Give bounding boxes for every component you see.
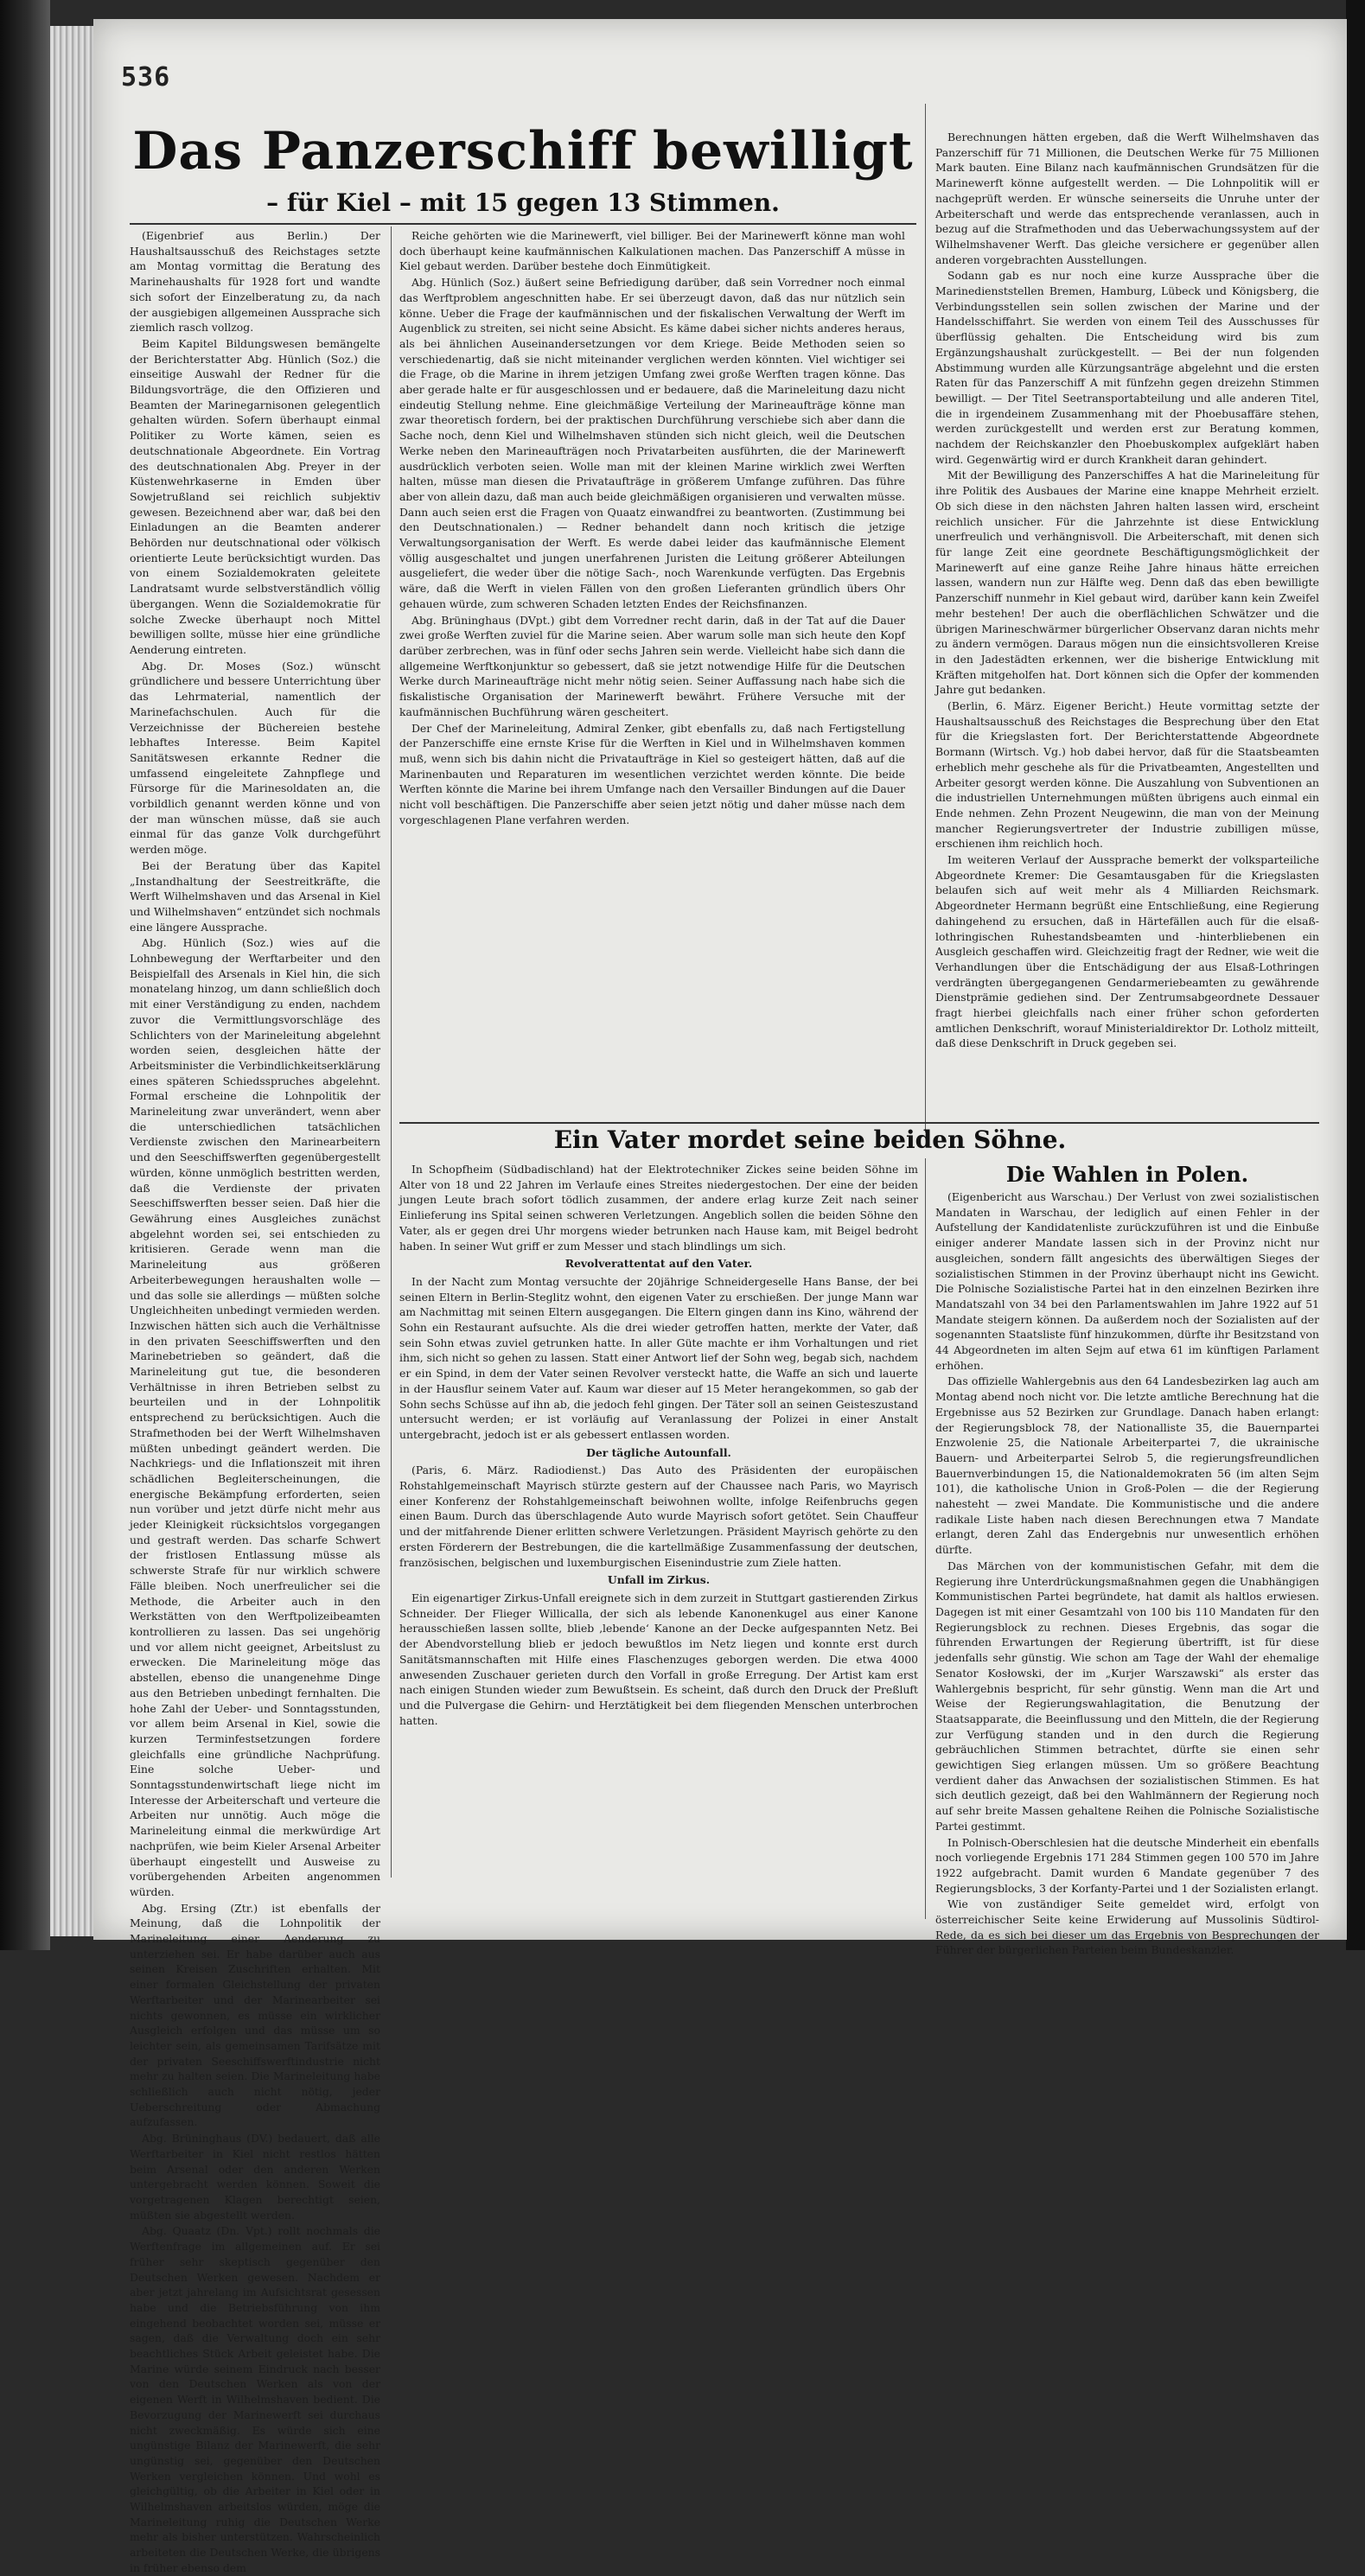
paragraph: Abg. Hünlich (Soz.) äußert seine Befriedigung darüber, daß sein Vorredner noch einmal das Werftproblem angeschnitten habe. Er sei überzeugt davon, daß das nur nützlich sein könne. Ueber die Frage der kaufmännischen und der fiskalischen Verwaltung der Werft im Augenblick zu streiten, sei nicht seine Absicht. Es käme dabei sicher nichts anderes heraus, als bei ähnlichen Auseinandersetzungen vor dem Kriege. Beide Methoden seien so verschiedenartig, daß sie nicht miteinander verglichen werden könnten. Viel wichtiger sei die Frage, ob die Marine in ihrem jetzigen Umfang zwei große Werften tragen könne. Das aber gerade halte er für ausgeschlossen und er bedauere, daß die Marineleitung dazu nicht eindeutig Stellung nehme. Eine gleichmäßige Verteilung der Marineaufträge könne man zwar theoretisch fordern, bei der praktischen Durchführung verschiebe sich aber dann die Sache noch, denn Kiel und Wilhelmshaven stünden sich nicht gleich, weil die Deutschen Werke neben den Marineaufträgen noch Privatarbeiten ausführten, die der Marinewerft ausdrücklich verboten seien. Wolle man mit der kleinen Marine wirklich zwei Werften halten, müsse man diesen die Privataufträge in größerem Umfange zuführen. Das führe aber von allein dazu, daß man auch beide gleichmäßigen organisieren und verwalten müsse. Dann auch seien erst die Fragen von Quaatz einwandfrei zu beantworten. (Zustimmung bei den Deutschnationalen.) — Redner behandelt dann noch kritisch die jetzige Verwaltungsorganisation der Werft. Es werde dabei leider das kaufmännische Element völlig ausgeschaltet und jungen unerfahrenen Juristen die Leitung größerer Abteilungen ausgeliefert, die weder über die nötige Sach-, noch Warenkunde verfügten. Das Ergebnis wäre, daß die Werft in vielen Fällen von den großen Lieferanten gründlich übers Ohr gehauen würde, zum schweren Schaden letzten Endes der Reichsfinanzen. — [399, 276, 905, 610]
poland-article-headline: Die Wahlen in Polen. — [1005, 1162, 1249, 1187]
poland-article-body — [935, 1189, 1319, 1957]
paragraph: Das offizielle Wahlergebnis aus den 64 Landesbezirken lag auch am Montag abend noch nicht vor. Die letzte amtliche Berechnung hat die Ergebnisse aus 52 Bezirken zur Grundlage. Danach haben erlangt: der Regierungsblock 78, der Nationalliste 35, die Bauernpartei Enzwolenie 25, die Nationale Arbeiterpartei 7, die ukrainische Bauern- und Arbeiterpartei Selrob 5, die regierungsfreundlichen Bauernverbindungen 15, die Nationaldemokraten 56 (im alten Sejm 101), die katholische Union in Groß-Polen — die der Regierung nahesteht — zwei Mandate. Die Kommunistische und die andere radikale Liste haben nach diesen Berechnungen etwa 7 Mandate erlangt, deren Zahl das Endergebnis nur unwesentlich erhöhen dürfte. — [935, 1374, 1319, 1557]
paragraph: Abg. Hünlich (Soz.) wies auf die Lohnbewegung der Werftarbeiter und den Beispielfall des Arsenals in Kiel hin, die sich monatelang hinzog, um dann schließlich doch mit einer Verständigung zu enden, nachdem zuvor die Vermittlungsvorschläge des Schlichters von der Marineleitung abgelehnt worden seien, desgleichen hätte der Arbeitsminister die Verbindlichkeitserklärung eines späteren Schiedsspruches abgelehnt. Formal erscheine die Lohnpolitik der Marineleitung zwar unverändert, wenn aber die unterschiedlichen tatsächlichen Verdienste zwischen den Marinearbeitern und den Seeschiffswerften gegenübergestellt würden, könne unmöglich bestritten werden, daß die Verdienste der privaten Seeschiffswerften besser seien. Daß hier die Gewährung eines Ausgleiches zunächst abgelehnt worden sei, sei entschieden zu kritisieren. Gerade wenn man die Marineleitung aus größeren Arbeiterbewegungen heraushalten wolle — und das solle sie allerdings — müßten solche Ungleichheiten unbedingt vermieden werden. Inzwischen hätten sich auch die Verhältnisse in den privaten Seeschiffswerften und den Marinebetrieben so geändert, daß die Marineleitung gut tue, die besonderen Verhältnisse in ihren Betrieben selbst zu beurteilen und in der Lohnpolitik entsprechend zu berücksichtigen. Auch die Strafmethoden bei der Werft Wilhelmshaven müßten unbedingt geändert werden. Die Nachkriegs- und die Inflationszeit mit ihren schädlichen Begleiterscheinungen, die energische Bekämpfung erforderten, seien nun vorüber und jetzt dürfe nicht mehr aus jeder Kleinigkeit rücksichtslos vorgegangen und gestraft werden. Das scharfe Schwert der fristlosen Entlassung müsse als schwerste Strafe für nur wirklich schwere Fälle bleiben. Noch unerfreulicher sei die Methode, die Arbeiter auch in den Werkstätten von den Werftpolizeibeamten kontrollieren zu lassen. Das sei ungehörig und vor allem nicht geeignet, Arbeitslust zu erwecken. Die Marineleitung möge das abstellen, ebenso die unangenehme Dinge aus den Betrieben unbedingt fernhalten. Die hohe Zahl der Ueber- und Sonntagsstunden, vor allem beim Arsenal in Kiel, sowie die kurzen Terminfestsetzungen fordere gleichfalls eine gründliche Nachprüfung. Eine solche Ueber- und Sonntagsstundenwirtschaft liege nicht im Interesse der Arbeiterschaft und verteure die Arbeiten nur unnötig. Auch möge die Marineleitung einmal die merkwürdige Art nachprüfen, wie beim Kieler Arsenal Arbeiter überhaupt eingestellt und Ausweise zu vorübergehenden Arbeiten angenommen würden. — [130, 936, 380, 1898]
paragraph: (Berlin, 6. März. Eigener Bericht.) Heute vormittag setzte der Haushaltsausschuß des Reichstages die Besprechung über den Etat für die Kriegslasten fort. Der Berichterstattende Abgeordnete Bormann (Wirtsch. Vg.) hob dabei hervor, daß für die Staatsbeamten erheblich mehr geschehe als für die Privatbeamten, Angestellten und Arbeiter gesorgt werden könne. Die Auszahlung von Subventionen an die industriellen Unternehmungen müßten übrigens auch einmal ein Ende nehmen. Zehn Prozent Neugewinn, die man von der Meinung mancher Regierungsvertreter der Industrie zubilligen müsse, erschienen ihm reichlich hoch. — [935, 699, 1319, 851]
sons-article-body — [399, 1162, 918, 1914]
paragraph: Abg. Brüninghaus (DVpt.) gibt dem Vorredner recht darin, daß in der Tat auf die Dauer zwei große Werften zuviel für die Marine seien. Aber warum solle man sich heute den Kopf darüber zerbrechen, was in fünf oder sechs Jahren sein werde. Vielleicht habe sich dann die allgemeine Werftkonjunktur so gebessert, daß sie jetzt notwendige Hilfe für die Deutschen Werke durch Marineaufträge nicht mehr nötig seien. Seiner Auffassung nach habe sich die fiskalistische Organisation der Marinewerft bewährt. Frühere Versuche mit der kaufmännischen Buchführung wären gescheitert. — [399, 613, 905, 718]
main-article-column-1 — [130, 228, 380, 2574]
column-rule-1 — [391, 226, 392, 1878]
paragraph: In der Nacht zum Montag versuchte der 20jährige Schneidergeselle Hans Banse, der bei seinen Eltern in Berlin-Steglitz wohnt, den eigenen Vater zu erschießen. Der junge Mann war am Nachmittag mit seinen Eltern ausgegangen. Die Eltern gingen dann ins Kino, während der Sohn ein Restaurant aufsuchte. Als die drei wieder getroffen hatten, merkte der Vater, daß sein Sohn etwas zuviel getrunken hatte. In aller Güte machte er ihm Vorhaltungen und riet ihm, sich nicht so gehen zu lassen. Statt einer Antwort lief der Sohn weg, begab sich, nachdem er ein Spind, in dem der Vater seinen Revolver versteckt hatte, die Waffe an sich und lauerte in der Hausflur seinem Vater auf. Kaum war dieser auf 15 Meter herangekommen, so gab der Sohn sechs Schüsse auf ihn ab, die jedoch fehl gingen. Der Täter soll an seinen Geisteszustand untersucht werden; er ist vorläufig auf Veranlassung der Polizei in einer Anstalt untergebracht, jedoch ist er als gebessert entlassen worden. — [399, 1274, 918, 1441]
page-stack-edges — [50, 26, 95, 1936]
paragraph: Abg. Dr. Moses (Soz.) wünscht gründlichere und bessere Unterrichtung über das Lehrmaterial, namentlich der Marinefachschulen. Auch für die Verzeichnisse der Büchereien bestehe lebhaftes Interesse. Beim Kapitel Sanitätswesen erkannte Redner die umfassend eingeleitete Zahnpflege und Fürsorge für die Marinesoldaten an, die vorbildlich genannt werden könne und von der man wünschen müsse, daß sie auch einmal für das ganze Volk durchgeführt werden möge. — [130, 659, 380, 857]
paragraph: Ein eigenartiger Zirkus-Unfall ereignete sich in dem zurzeit in Stuttgart gastierenden Zirkus Schneider. Der Flieger Willicalla, der sich als lebende Kanonenkugel aus einer Kanone herausschießen lassen sollte, blieb ‚lebende‘ Kanone an der Decke aufgespannten Netz. Bei der Abendvorstellung blieb er jedoch bewußtlos im Netz liegen und konnte erst durch Sanitätsmannschaften mit Hilfe eines Flaschenzuges geborgen werden. Die etwa 4000 anwesenden Zuschauer gerieten durch den Vorfall in große Erregung. Der Artist kam erst nach einigen Stunden wieder zum Bewußtsein. Es scheint, daß durch den Druck der Preßluft und die Pulvergase die Gehirn- und Herztätigkeit bei dem fliegenden Menschen unterbrochen hatten. — [399, 1591, 918, 1727]
subheading: Revolverattentat auf den Vater. — [564, 1257, 753, 1271]
main-subheadline: – für Kiel – mit 15 gegen 13 Stimmen. — [266, 188, 780, 217]
paragraph: Abg. Quaatz (Dn. Vpt.) rollt nochmals die Werftenfrage im allgemeinen auf. Er sei früher sehr skeptisch gegenüber den Deutschen Werken gewesen. Nachdem er aber jetzt jahrelang im Aufsichtsrat gesessen habe und die Betriebsführung von ihm eingehend beobachtet worden sei, müsse er sagen, daß die Verwaltung doch ein sehr beachtliches Stück Arbeit geleistet habe. Die Marine würde seinem Eindruck nach besser von den Deutschen Werken als von der eigenen Werft in Wilhelmshaven bedient. Die Bevorzugung der Marinewerft sei durchaus nicht zweckmäßig. Es würde sich eine ungünstige Bilanz der Marinewerft, die sehr ungünstig sei, gegenüber den Deutschen Werken vergleichen können. Und wohl es gleichgültig, ob die Arbeiter in Kiel oder in Wilhelmshaven arbeitslos würden, möge die Marineleitung ruhig die Deutschen Werke mehr als bisher unterstützen. Wahrscheinlich arbeiteten die Deutschen Werke, die übrigens in früher ebenso dem — [130, 2224, 380, 2574]
paragraph: (Eigenbericht aus Warschau.) Der Verlust von zwei sozialistischen Mandaten in Warschau, der lediglich auf einen Fehler in der Aufstellung der Kandidatenliste zurückzuführen ist und die Einbuße einiger anderer Mandate lassen sich in der Provinz nicht nur ausgleichen, sondern fällt angesichts des überwältigen Sieges der sozialistischen Stimmen in der Provinz überhaupt nicht ins Gewicht. Die Polnische Sozialistische Partei hat in den einzelnen Bezirken ihre Mandatszahl von 34 bei den Parlamentswahlen im Jahre 1922 auf 51 Mandate steigern können. Da außerdem noch der Sozialisten auf der sogenannten Staatsliste fünf hinzukommen, dürfte ihr Besitzstand von 44 Abgeordneten im alten Sejm auf etwa 61 im künftigen Parlament erhöhen. — [935, 1190, 1319, 1372]
sons-article-headline: Ein Vater mordet seine beiden Söhne. — [553, 1125, 1067, 1154]
column-rule-3 — [925, 1158, 926, 1919]
lower-section-rule — [399, 1122, 1319, 1124]
paragraph: Bei der Beratung über das Kapitel „Instandhaltung der Seestreitkräfte, die Werft Wilhelmshaven und das Arsenal in Kiel und Wilhelmshaven“ entzündet sich nochmals eine längere Aussprache. — [130, 858, 380, 934]
paragraph: Berechnungen hätten ergeben, daß die Werft Wilhelmshaven das Panzerschiff für 71 Millionen, die Deutschen Werke für 75 Millionen Mark bauten. Eine Bilanz nach kaufmännischen Grundsätzen für die Marinewerft könne aufgestellt werden. — Die Lohnpolitik will er nachgeprüft werden. Er wünsche seinerseits die Unruhe unter der Arbeiterschaft und werde das entsprechende veranlassen, auch in bezug auf die Strafmethoden und das Ueberwachungssystem auf der Wilhelmshavener Werft. Das gleiche versichere er gegenüber allen anderen vorgebrachten Ausstellungen. — [935, 131, 1319, 266]
paragraph: Mit der Bewilligung des Panzerschiffes A hat die Marineleitung für ihre Politik des Ausbaues der Marine eine knappe Mehrheit erzielt. Ob sich diese in den nächsten Jahren halten lassen wird, erscheint reichlich unsicher. Für die Jahrzehnte ist diese Entwicklung unerfreulich und verhängnisvoll. Die Arbeiterschaft, mit denen sich für lange Zeit eine geordnete Beschäftigungsmöglichkeit der Marinewerft auf eine ganze Reihe Jahre hinaus hätte erreichen lassen, wandern nun zur Hälfte weg. Denn daß das eben bewilligte Panzerschiff nunmehr in Kiel gebaut wird, darüber kann kein Zweifel mehr bestehen! Der auch die oberflächlichen Schwätzer und die übrigen Marineschwärmer bürgerlicher Observanz daran nichts mehr zu ändern vermögen. Daraus mögen nun die einsichtsvolleren Kreise in den Jadestädten erkennen, wer die bisherige Entwicklung mit Kräften mitgeholfen hat. Dort können sich die Opfer der kommenden Jahre gut bedanken. — [935, 469, 1319, 697]
main-article-column-3 — [935, 130, 1319, 1124]
column-rule-2 — [925, 104, 926, 1132]
headline-rule — [130, 223, 916, 225]
paragraph: Beim Kapitel Bildungswesen bemängelte der Berichterstatter Abg. Hünlich (Soz.) die einseitige Auswahl der Redner für die Bildungsvorträge, die den Offizieren und Beamten der Marinegarnisonen gelegentlich gehalten würden. Sofern überhaupt einmal Politiker zu Worte kämen, seien es deutschnationale Abgeordnete. Ein Vortrag des deutschnationalen Abg. Preyer in der Küstenwehrkaserne in Emden über Sowjetrußland sei reichlich subjektiv gewesen. Bezeichnend aber war, daß bei den Einladungen an die Beamten anderer Behörden nur deutschnational oder völkisch orientierte Leute berücksichtigt wurden. Das von einem Sozialdemokraten geleitete Landratsamt wurde selbstverständlich völlig übergangen. Wenn die Sozialdemokratie für solche Zwecke überhaupt noch Mittel bewilligen sollte, müsse hier eine gründliche Aenderung eintreten. — [130, 336, 380, 656]
paragraph: Das Märchen von der kommunistischen Gefahr, mit dem die Regierung ihre Unterdrückungsmaßnahmen gegen die Unabhängigen Kommunistischen Partei begründete, hat damit als haltlos erwiesen. Dagegen ist mit einer Gesamtzahl von 100 bis 110 Mandaten für den Regierungsblock zu rechnen. Dieses Ergebnis, das sogar die führenden Erwartungen der Regierung übertrifft, ist für diese jedenfalls sehr günstig. Wie schon am Tage der Wahl der ehemalige Senator Kosłowski, der im „Kurjer Warszawski“ als erster das Wahlergebnis bespricht, für sehr günstig. Wenn man die Art und Weise der Regierungswahlagitation, die Benutzung der Staatsapparate, die Beeinflussung und den Mitteln, die der Regierung zur Verfügung standen und in den durch die Regierung gebräuchlichen Stimmen betrachtet, dürfte sie einen sehr gewichtigen Sieg erlangen müssen. Um so größere Beachtung verdient daher das Anwachsen der sozialistischen Stimmen. Es hat sich deutlich gezeigt, daß bei den Wahlmännern der Regierung noch auf sehr breite Massen gehaltene Reihen die Polnische Sozialistische Partei gestimmt. — [935, 1559, 1319, 1833]
paragraph: Abg. Brüninghaus (DV.) bedauert, daß alle Werftarbeiter in Kiel nicht restlos hätten beim Arsenal oder den anderen Werken untergebracht werden können. Soweit die vorgetragenen Klagen berechtigt seien, müßten sie abgestellt werden. — [130, 2132, 380, 2222]
paragraph: Wie von zuständiger Seite gemeldet wird, erfolgt von österreichischer Seite keine Erwiderung auf Mussolinis Südtirol-Rede, da es sich bei dieser um das Ergebnis von Besprechungen der Führer der bürgerlichen Parteien beim Bundeskanzler. — [935, 1897, 1319, 1957]
subheading: Der tägliche Autounfall. — [586, 1445, 731, 1459]
subheading: Unfall im Zirkus. — [607, 1573, 711, 1587]
page-number: 536 — [121, 62, 171, 92]
paragraph: Reiche gehörten wie die Marinewerft, viel billiger. Bei der Marinewerft könne man wohl doch überhaupt keine kaufmännischen Kalkulationen machen. Das Panzerschiff A müsse in Kiel gebaut werden. Darüber bestehe doch Einmütigkeit. — [399, 229, 905, 273]
main-article-column-2 — [399, 228, 905, 1101]
main-headline: Das Panzerschiff bewilligt — [132, 121, 914, 182]
paragraph: In Schopfheim (Südbadischland) hat der Elektrotechniker Zickes seine beiden Söhne im Alter von 18 und 22 Jahren im Verlaufe eines Streites niedergestochen. Der eine der beiden jungen Leute brach sofort tödlich zusammen, der andere erlag kurze Zeit nach seiner Einlieferung ins Spital seinen schweren Verletzungen. Angeblich sollen die beiden Söhne den Vater, als er gegen drei Uhr morgens wieder betrunken nach Hause kam, mit Beigel bedroht haben. In seiner Wut griff er zum Messer und stach blindlings um sich. — [399, 1163, 918, 1253]
paragraph: (Eigenbrief aus Berlin.) Der Haushaltsausschuß des Reichstages setzte am Montag vormittag die Beratung des Marinehaushalts für 1928 fort und wandte sich sofort der Einzelberatung zu, da nach der ausgiebigen allgemeinen Aussprache sich ziemlich rasch vollzog. — [130, 229, 380, 335]
scan-edge-left — [0, 0, 50, 1950]
paragraph: Abg. Ersing (Ztr.) ist ebenfalls der Meinung, daß die Lohnpolitik der Marineleitung einer Aenderung zu unterziehen sei. Er habe darüber auch aus seinen Kreisen Zuschriften erhalten. Mit einer formalen Gleichstellung der privaten Werftarbeiter und der Marinearbeiter sei nichts gewonnen, es müsse ein wirklicher Ausgleich erfolgen und das müsse um so leichter sein, als gemeinsamen Tarifsätze mit der privaten Seeschiffswerftindustrie nicht mehr zu halten seien. Die Marineleitung habe schließlich auch nicht nötig, jeder Ueberschreitung oder Abmachung aufzufassen. — [130, 1901, 380, 2129]
scan-edge-right — [1346, 0, 1365, 1950]
paragraph: Sodann gab es nur noch eine kurze Aussprache über die Marinedienststellen Bremen, Hamburg, Lübeck und Königsberg, die Verbindungsstellen sein sollen zwischen der Marine und der Handelsschiffahrt. Sie werden von einem Teil des Ausschusses für überflüssig gehalten. Die Entscheidung wird bis zum Ergänzungshaushalt zurückgestellt. — Bei der nun folgenden Abstimmung wurden alle Kürzungsanträge abgelehnt und die ersten Raten für das Panzerschiff A mit fünfzehn gegen dreizehn Stimmen bewilligt. — Der Titel Seetransportabteilung und alle anderen Titel, die in irgendeinem Zusammenhang mit der Phoebusaffäre stehen, werden zurückgestellt und werden erst zur Beratung kommen, nachdem der Reichskanzler den Phoebuskomplex aufgeklärt haben wird. Gegenwärtig wird er durch Krankheit daran gehindert. — [935, 269, 1319, 466]
paragraph: (Paris, 6. März. Radiodienst.) Das Auto des Präsidenten der europäischen Rohstahlgemeinschaft Mayrisch stürzte gestern auf der Chaussee nach Paris, wo Mayrisch einer Konferenz der Rohstahlgemeinschaft beiwohnen wollte, infolge Reifenbruchs gegen einen Baum. Durch das überschlagende Auto wurde Mayrisch sofort getötet. Sein Chauffeur und der mitfahrende Diener erlitten schwere Verletzungen. Präsident Mayrisch gehörte zu den ersten Förderern der Bestrebungen, die die kartellmäßige Zusammenfassung der deutschen, französischen, belgischen und luxemburgischen Eisenindustrie zum Ziele hatten. — [399, 1463, 918, 1569]
paragraph: In Polnisch-Oberschlesien hat die deutsche Minderheit ein ebenfalls noch vorliegende Ergebnis 171 284 Stimmen gegen 100 570 im Jahre 1922 aufgebracht. Damit wurden 6 Mandate gegenüber 7 des Regierungsblocks, 3 der Korfanty-Partei und 1 der Sozialisten erlangt. — [935, 1835, 1319, 1895]
paragraph: Der Chef der Marineleitung, Admiral Zenker, gibt ebenfalls zu, daß nach Fertigstellung der Panzerschiffe eine ernste Krise für die Werften in Kiel und in Wilhelmshaven kommen muß, wenn sich bis dahin nicht die Privataufträge in Kiel so gesteigert hätten, daß auf die Marinenbauten und Reparaturen im wesentlichen verzichtet werden könnte. Die beide Werften könnte die Marine bei ihrem Umfange nach den Versailler Bindungen auf die Dauer nicht voll beschäftigen. Die Panzerschiffe aber seien jetzt nötig und daher müsse nach dem vorgeschlagenen Plane verfahren werden. — [399, 721, 905, 826]
paragraph: Im weiteren Verlauf der Aussprache bemerkt der volksparteiliche Abgeordnete Kremer: Die Gesamtausgaben für die Kriegslasten belaufen sich auf weit mehr als 4 Milliarden Reichsmark. Abgeordneter Hermann begrüßt eine Entschließung, eine Regierung dahingehend zu ersuchen, daß in Härtefällen auch für die elsaß-lothringischen Ruhestandsbeamten und -hinterbliebenen ein Ausgleich geschaffen wird. Gleichzeitig fragt der Redner, wie weit die Verhandlungen über die Entschädigung der aus Elsaß-Lothringen verdrängten übergegangenen Gendarmeriebeamten zu gewährende Dienstprämie gediehen sind. Der Zentrumsabgeordnete Dessauer fragt hierbei gleichfalls nach einer früher schon geforderten amtlichen Denkschrift, worauf Ministerialdirektor Dr. Lotholz mitteilt, daß diese Denkschrift in Druck gegeben sei. — [935, 853, 1319, 1050]
